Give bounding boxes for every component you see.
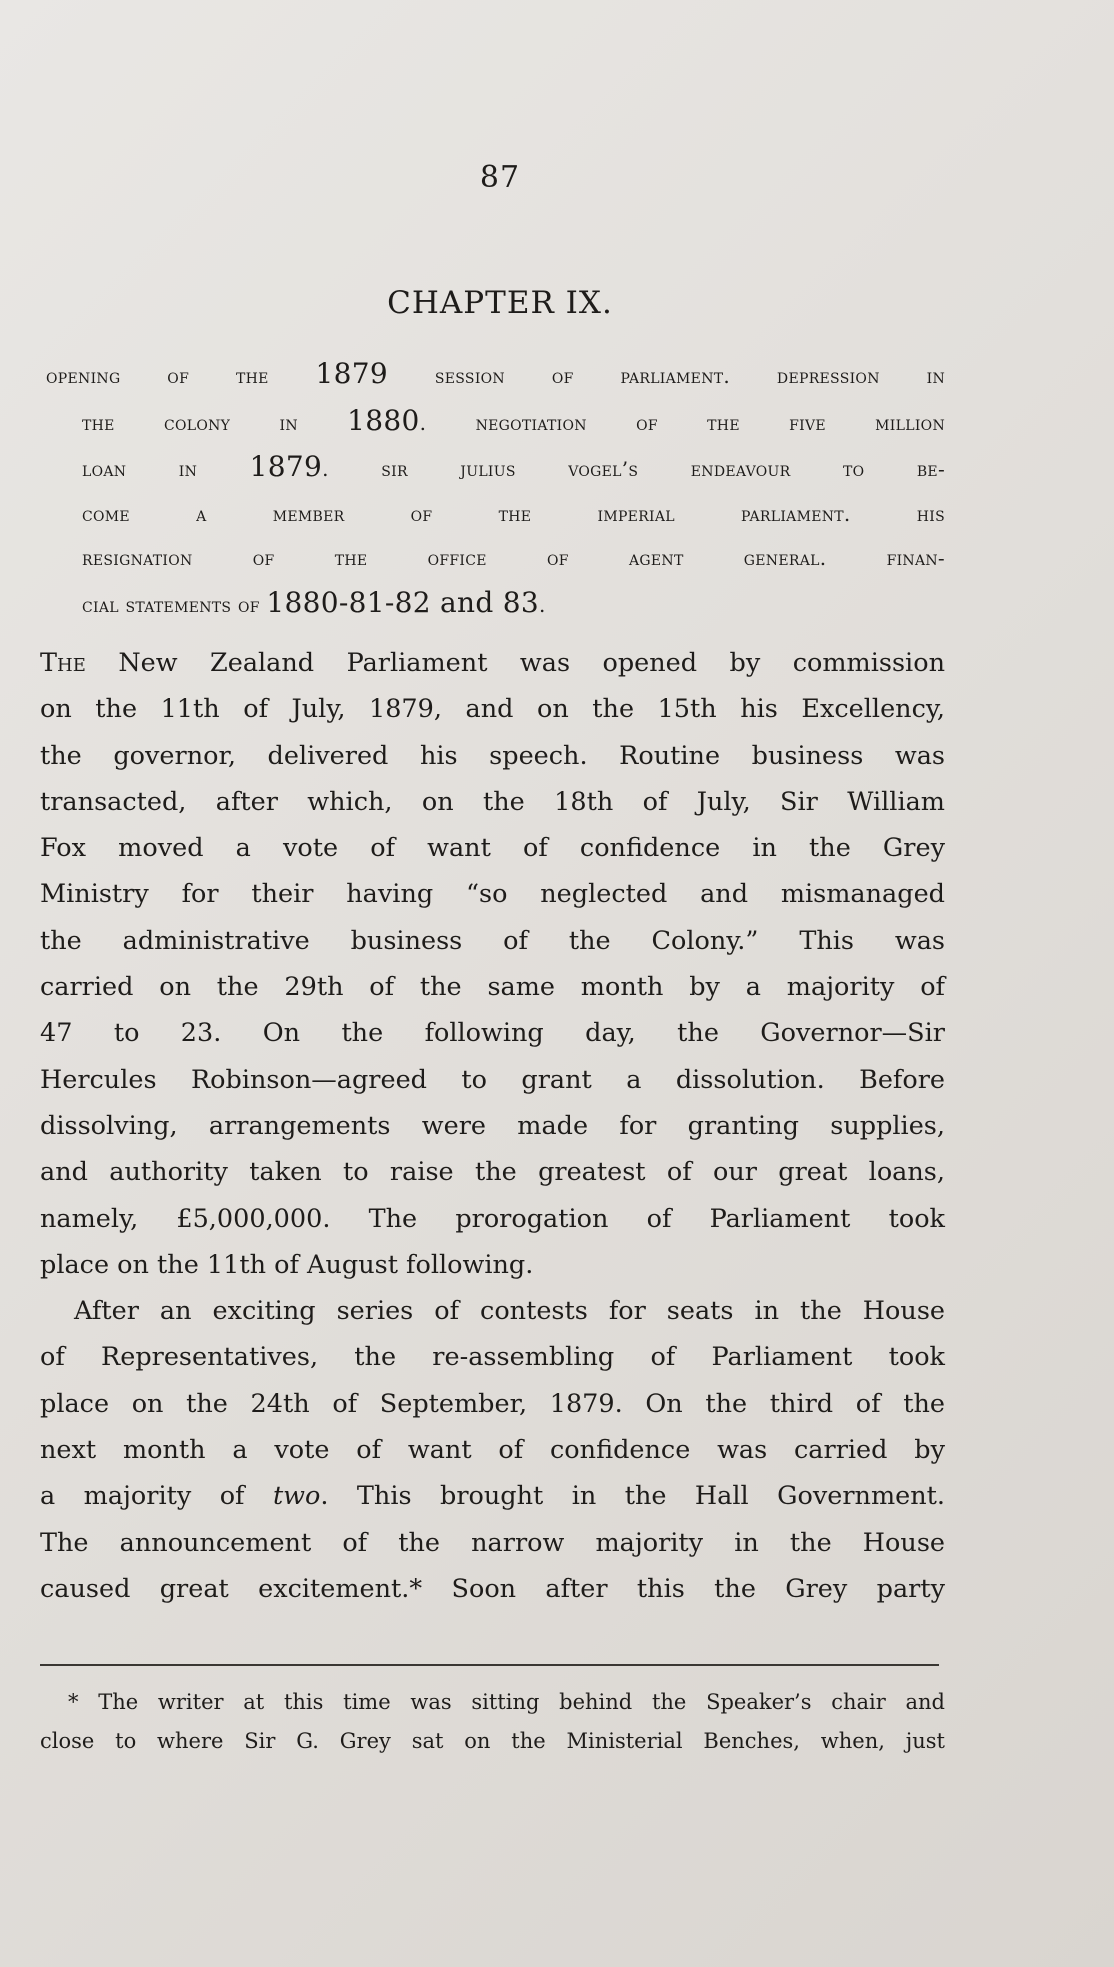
body-line: the administrative business of the Colony.” This was: [40, 925, 945, 956]
body-line: carried on the 29th of the same month by a majority of: [40, 972, 945, 1003]
body-line: a majority of two. This brought in the Hall Government.: [40, 1481, 945, 1512]
body-line: transacted, after which, on the 18th of July, Sir William: [40, 786, 945, 817]
footnote-divider: [40, 1664, 939, 1666]
body-line: Fox moved a vote of want of confidence in the Grey: [40, 833, 945, 864]
body-line: place on the 11th of August following.: [40, 1249, 534, 1280]
body-text: [40, 640, 945, 1612]
body-line: Ministry for their having “so neglected and mismanaged: [40, 879, 945, 910]
synopsis-line: come a member of the imperial parliament. his: [82, 501, 945, 526]
footnote: [40, 1683, 945, 1761]
body-line: The announcement of the narrow majority in the House: [40, 1527, 945, 1558]
body-line: the governor, delivered his speech. Routine business was: [40, 740, 945, 771]
body-line: place on the 24th of September, 1879. On the third of the: [40, 1388, 945, 1419]
synopsis-line: loan in 1879. sir julius vogel’s endeavour to be-: [82, 450, 945, 483]
body-line: on the 11th of July, 1879, and on the 15th his Excellency,: [40, 694, 945, 725]
body-line: next month a vote of want of confidence was carried by: [40, 1435, 945, 1466]
page-number: 87: [479, 160, 521, 195]
synopsis-line: resignation of the office of agent general. finan-: [82, 546, 945, 570]
body-line: The New Zealand Parliament was opened by commission: [40, 648, 945, 678]
body-line: and authority taken to raise the greatest of our great loans,: [40, 1157, 945, 1188]
synopsis-line: the colony in 1880. negotiation of the five million: [82, 403, 945, 437]
chapter-title: CHAPTER IX.: [387, 285, 613, 321]
body-line: Hercules Robinson—agreed to grant a dissolution. Before: [40, 1064, 945, 1095]
body-line: namely, £5,000,000. The prorogation of Parliament took: [40, 1203, 945, 1234]
footnote-line: * The writer at this time was sitting behind the Speaker’s chair and: [68, 1690, 945, 1714]
body-line: After an exciting series of contests for seats in the House: [74, 1296, 945, 1327]
body-line: dissolving, arrangements were made for granting supplies,: [40, 1110, 945, 1141]
chapter-synopsis: [48, 352, 945, 627]
synopsis-line: cial statements of 1880-81-82 and 83.: [82, 585, 546, 619]
body-line: of Representatives, the re-assembling of Parliament took: [40, 1342, 945, 1373]
synopsis-line: opening of the 1879 session of parliament. depression in: [46, 357, 945, 390]
footnote-line: close to where Sir G. Grey sat on the Ministerial Benches, when, just: [40, 1729, 945, 1753]
body-line: 47 to 23. On the following day, the Governor—Sir: [40, 1018, 945, 1049]
body-line: caused great excitement.* Soon after this the Grey party: [40, 1573, 945, 1604]
